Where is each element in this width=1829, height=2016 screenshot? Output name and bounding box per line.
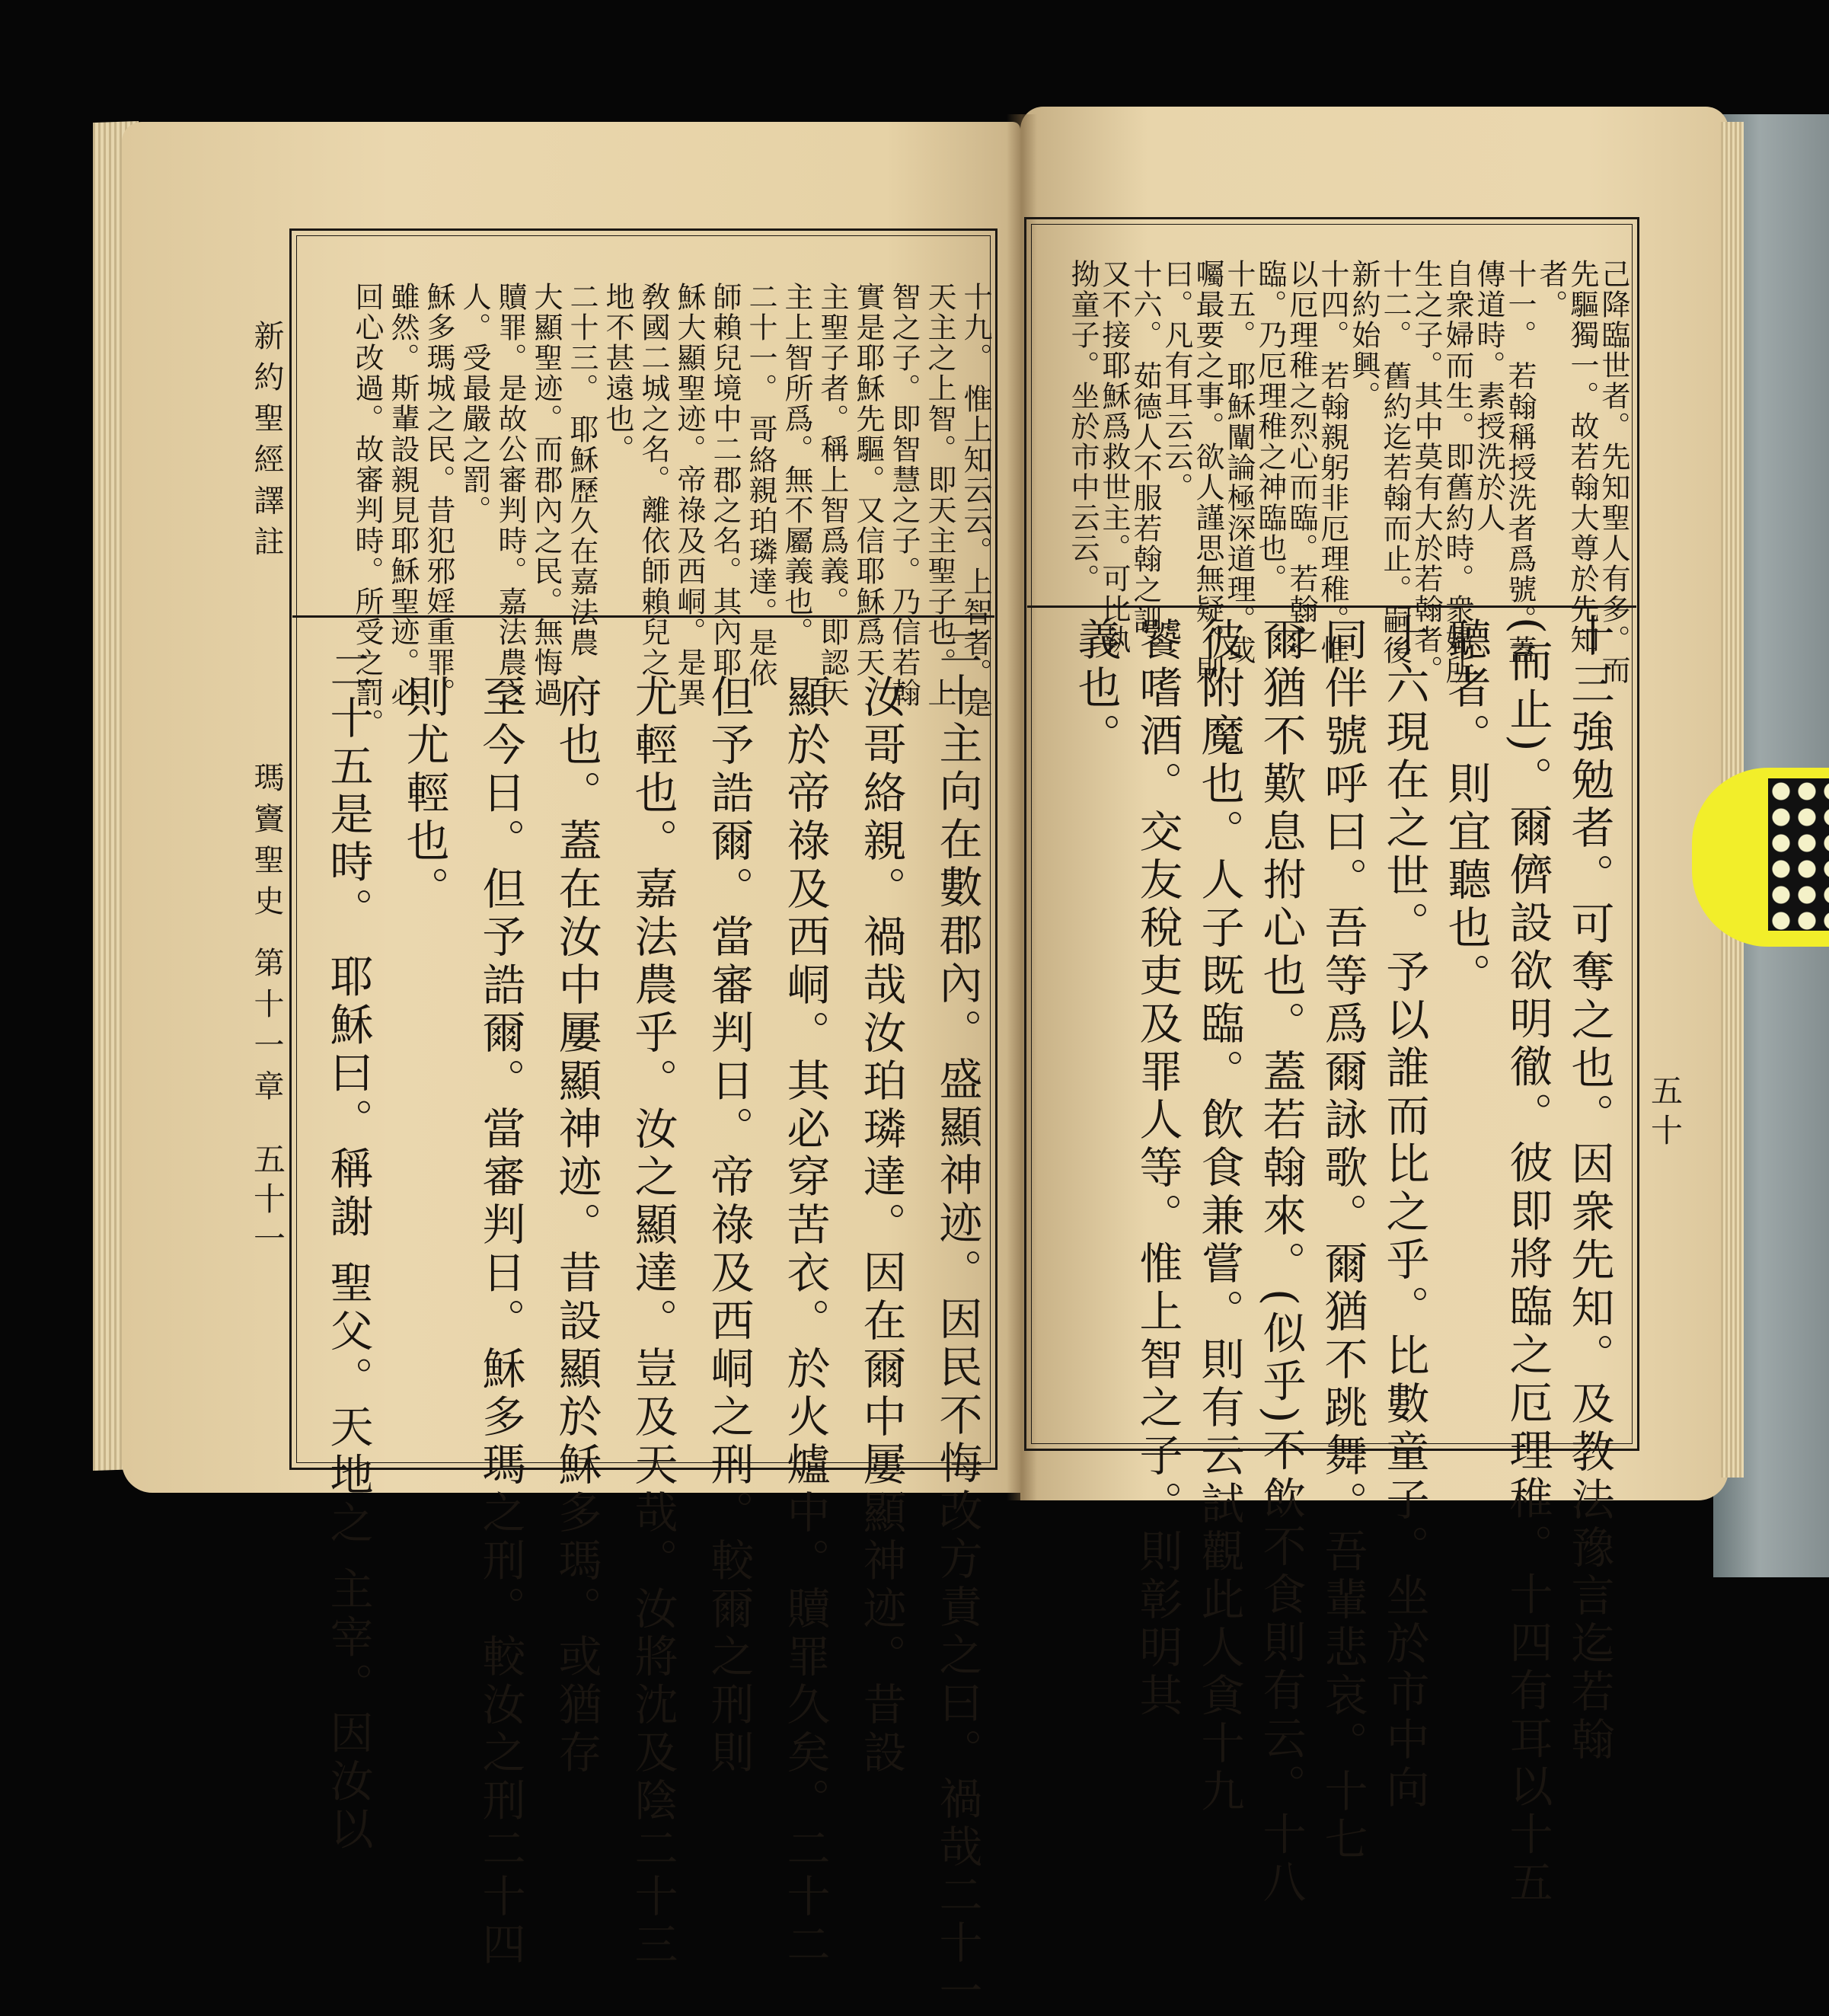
right-note-line: 囑最要之事。欲人謹思無疑。則: [1191, 259, 1224, 685]
left-note-line: 主上智所爲。無不屬義也。: [780, 282, 813, 647]
left-note-line: 主聖子者。稱上智爲義。即認天: [816, 282, 849, 708]
right-text-column: 爾猶不歎息拊心也。蓋若翰來。(似乎)不飲不食則有云。十八: [1256, 617, 1306, 1908]
right-note-line: 者。: [1534, 259, 1568, 320]
right-note-line: 十二。 舊約迄若翰而止。嗣後: [1378, 259, 1412, 666]
left-note-line: 十九。 惟上知云云。上智者。是: [959, 282, 992, 720]
right-text-column: 同伴號呼曰。吾等爲爾詠歌。爾猶不跳舞。吾輩悲哀。十七: [1317, 617, 1368, 1864]
right-note-line: 臨。乃厄理稚之神臨也。: [1253, 259, 1287, 594]
left-note-line: 二十一。 哥絡親珀璘達。是依: [744, 282, 777, 689]
left-note-line: 智之子。即智慧之子。乃信若翰: [887, 282, 921, 708]
right-text-column: 聽者。則宜聽也。: [1441, 617, 1491, 1001]
left-note-line: 贖罪。是故公審判時。嘉法農之: [493, 282, 527, 708]
right-text-column: 義也。: [1071, 617, 1121, 761]
right-note-line: 十六。 茹德人不服若翰之訓。: [1128, 259, 1162, 666]
left-note-line: 二十三。 耶穌歷久在嘉法農: [565, 282, 598, 659]
right-note-line: 己降臨世者。先知聖人有多。而: [1597, 259, 1630, 685]
right-note-line: 十一。 若翰稱授洗者爲號。蓋: [1503, 259, 1537, 666]
right-page-number: 五十: [1646, 1074, 1684, 1153]
right-note-line: 傳道時。素授洗於人: [1472, 259, 1505, 533]
left-note-line: 穌多瑪城之民。昔犯邪婬重罪。: [422, 282, 455, 708]
right-note-line: 先驅獨一。故若翰大尊於先知: [1566, 259, 1599, 655]
left-note-line: 穌大顯聖迹。帝祿及西峒。是異: [672, 282, 706, 708]
left-text-column: 二十主向在數郡內。盛顯神迹。因民不悔改方責之曰。禍哉二十一: [932, 625, 982, 2016]
right-text-column: 饕嗜酒。交友稅吏及罪人等。惟上智之子。則彰明其: [1132, 617, 1183, 1720]
left-note-line: 大顯聖迹。而郡內之民。無悔過: [529, 282, 563, 708]
right-note-line: 新約始興。: [1347, 259, 1381, 411]
left-note-line: 天主之上智。即天主聖子也。上: [923, 282, 956, 708]
right-text-column: 十六現在之世。予以誰而比之乎。比數童子。坐於市中向: [1379, 613, 1429, 1813]
left-text-column: 至今日。但予誥爾。當審判日。穌多瑪之刑。較汝之刑二十四: [475, 674, 525, 1970]
right-note-line: 又不接耶穌爲救世主。可比執: [1097, 259, 1131, 655]
right-note-line: 以厄理稚之烈心而臨。若翰之: [1285, 259, 1318, 655]
right-note-line: 十五。 耶穌闡論極深道理。或: [1222, 259, 1256, 666]
left-note-line: 實是耶穌先驅。又信耶穌爲天: [851, 282, 885, 678]
left-text-column: 二十五是時。 耶穌曰。稱謝 聖父。天地之 主宰。因汝以: [323, 647, 373, 1855]
right-note-line: 生之子。其中莫有大於若翰者。: [1409, 259, 1443, 685]
right-note-line: 十四。 若翰親躬非厄理稚。惟: [1316, 259, 1349, 666]
clip-dot-pattern: [1768, 778, 1829, 931]
left-page-header: 新約聖經譯註: [249, 320, 284, 567]
left-text-column: 汝哥絡親。禍哉汝珀璘達。因在爾中屢顯神迹。昔設: [856, 674, 906, 1778]
right-note-line: 自衆婦而生。即舊約時。衆婦所: [1441, 259, 1474, 685]
left-text-column: 尤輕也。嘉法農乎。汝之顯達。豈及天哉。汝將沈及陰二十三: [627, 674, 678, 1970]
right-note-line: 拗童子。坐於市中云云。: [1066, 259, 1100, 594]
left-page-number: 五十一: [249, 1142, 286, 1261]
left-note-line: 師賴兒境中二郡之名。其內耶: [708, 282, 742, 678]
left-text-column: 則尤輕也。: [399, 674, 449, 914]
left-text-column: 但予誥爾。當審判日。帝祿及西峒之刑。較爾之刑則: [704, 674, 754, 1778]
left-text-column: 府也。蓋在汝中屢顯神迹。昔設顯於穌多瑪。或猶存: [551, 674, 602, 1778]
right-text-column: 十三強勉者。可奪之也。因衆先知。及教法豫言迄若翰: [1564, 613, 1614, 1765]
left-page-chapter: 瑪竇聖史 第十一章: [249, 762, 284, 1111]
left-note-line: 回心改過。故審判時。所受之罰。: [350, 282, 384, 739]
right-note-line: 曰。凡有耳云云。: [1160, 259, 1193, 503]
left-note-line: 敎國二城之名。離依師賴兒之: [637, 282, 670, 678]
left-text-column: 顯於帝祿及西峒。其必穿苦衣。於火爐中。贖罪久矣。二十二: [780, 674, 830, 1970]
left-note-line: 雖然。斯輩設親見耶穌聖迹。必: [386, 282, 420, 708]
left-note-line: 人。受最嚴之罰。: [458, 282, 491, 526]
right-text-column: (而止)。爾儕設欲明徹。彼即將臨之厄理稚。十四有耳以十五: [1502, 617, 1553, 1908]
right-text-column: 彼附魔也。人子既臨。飲食兼嘗。則有云試觀此人貪十九: [1194, 617, 1244, 1816]
left-note-line: 地不甚遠也。: [601, 282, 634, 465]
